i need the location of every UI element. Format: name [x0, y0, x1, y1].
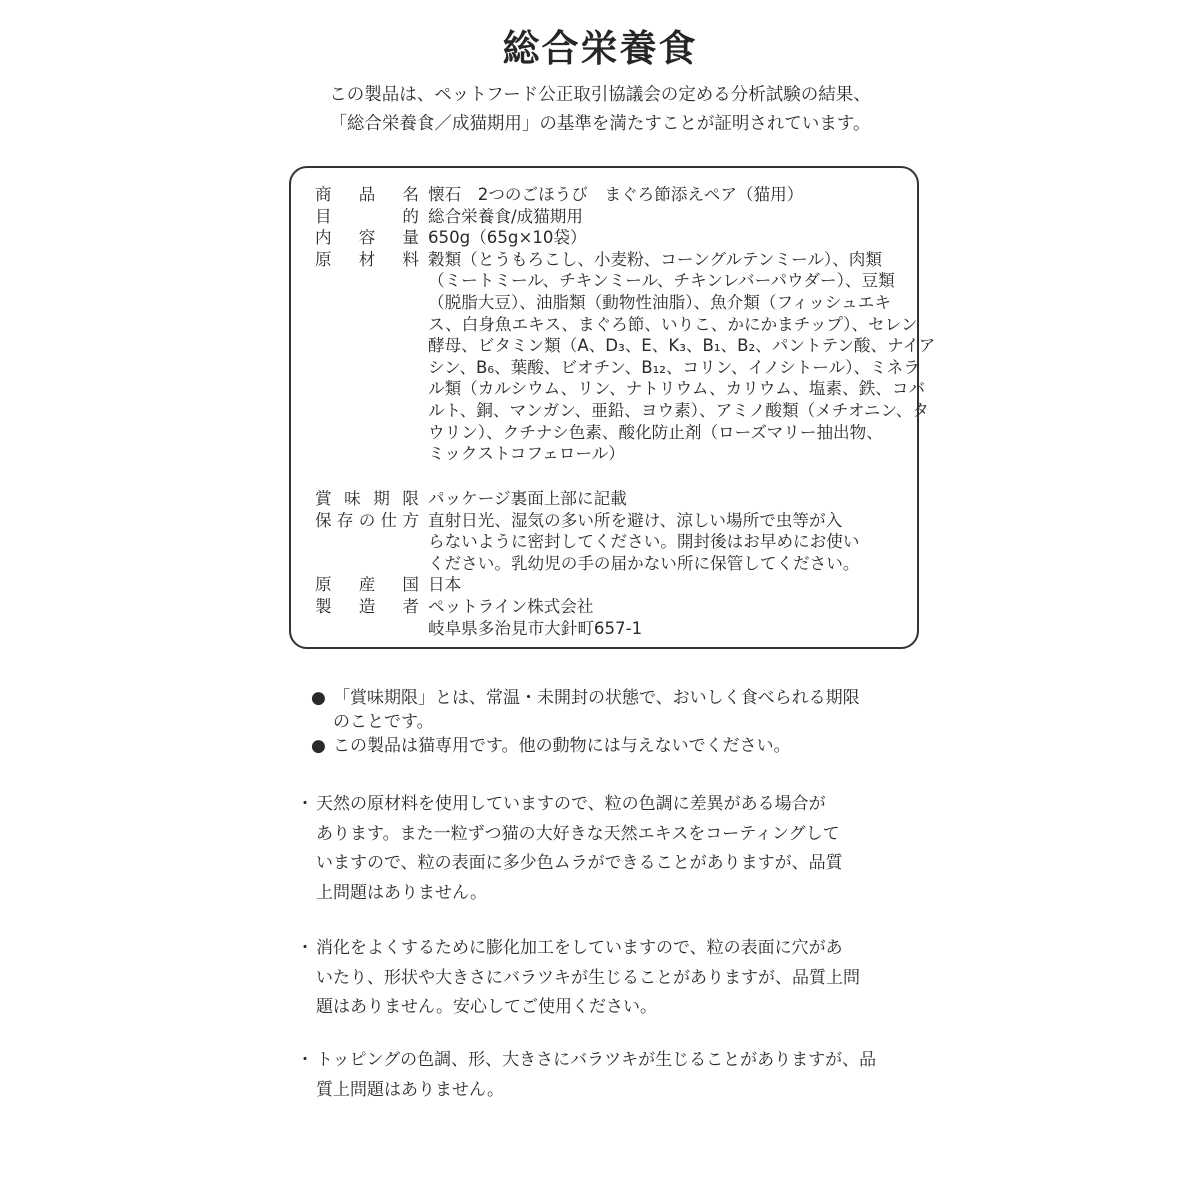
value-line: ス、白身魚エキス、まぐろ節、いりこ、かにかまチップ）、セレン	[428, 314, 918, 334]
caution-line: 質上問題はありません。	[316, 1079, 505, 1100]
caution-text	[316, 1046, 876, 1105]
value-line: 650g（65g×10袋）	[428, 228, 587, 248]
caution-text	[316, 934, 860, 1023]
info-row-purpose	[315, 206, 908, 228]
caution-line: 題はありません。安心してご使用ください。	[316, 997, 658, 1017]
info-value	[428, 596, 908, 639]
note-line: 「賞味期限」とは、常温・未開封の状態で、おいしく食べられる期限	[333, 688, 860, 708]
label-char: 内	[315, 228, 332, 248]
bullet-icon: ●	[311, 736, 326, 756]
bullet-icon: ●	[311, 688, 326, 708]
notes-section	[311, 686, 860, 758]
label-char: 存	[336, 510, 354, 530]
info-label	[315, 184, 419, 206]
info-value	[428, 574, 908, 596]
info-label	[315, 249, 419, 465]
info-row-ingredients	[315, 249, 936, 465]
label-char: 造	[358, 597, 376, 616]
label-char: 量	[402, 228, 419, 248]
info-row-product-name	[315, 184, 908, 206]
info-value	[428, 488, 908, 510]
value-line: （脱脂大豆）、油脂類（動物性油脂）、魚介類（フィッシュエキ	[428, 292, 891, 312]
caution-item	[294, 790, 843, 908]
value-line: らないように密封してください。開封後はお早めにお使い	[428, 532, 860, 552]
value-line: ミックストコフェロール）	[428, 444, 625, 464]
value-line: 日本	[428, 575, 462, 595]
info-value	[428, 227, 908, 249]
label-char: 容	[358, 228, 376, 248]
note-item	[311, 686, 860, 734]
info-row-storage	[315, 510, 908, 575]
value-line: ル類（カルシウム、リン、ナトリウム、カリウム、塩素、鉄、コバ	[428, 379, 926, 399]
value-line: シン、B₆、葉酸、ビオチン、B₁₂、コリン、イノシトール）、ミネラ	[428, 357, 920, 377]
caution-line: いたり、形状や大きさにバラツキが生じることがありますが、品質上問	[316, 967, 860, 988]
note-line: のことです。	[333, 712, 434, 732]
label-char: 目	[315, 206, 332, 226]
certification-intro	[0, 81, 1200, 139]
info-label	[315, 510, 419, 575]
caution-text	[316, 790, 843, 908]
label-char: 商	[315, 185, 332, 204]
caution-line: 天然の原材料を使用していますので、粒の色調に差異がある場合が	[316, 794, 826, 814]
label-char: 産	[358, 575, 376, 595]
label-char: の	[358, 510, 376, 530]
label-char: 材	[358, 249, 376, 269]
caution-item	[294, 934, 860, 1023]
info-label	[315, 488, 419, 510]
product-info-box	[289, 166, 936, 649]
dot-icon: ・	[296, 938, 314, 958]
value-line: 懐石 2つのごほうび まぐろ節添えペア（猫用）	[428, 185, 804, 204]
label-char: 者	[402, 597, 419, 616]
label-char: 賞	[315, 489, 332, 508]
note-text	[333, 686, 860, 734]
value-line: （ミートミール、チキンミール、チキンレバーパウダー）、豆類	[428, 271, 895, 291]
label-char: 原	[315, 575, 332, 595]
value-line: ペットライン株式会社	[428, 597, 594, 616]
value-line: パッケージ裏面上部に記載	[428, 489, 627, 508]
info-row-manufacturer	[315, 596, 908, 639]
caution-line: トッピングの色調、形、大きさにバラツキが生じることがありますが、品	[316, 1050, 877, 1070]
intro-line: この製品は、ペットフード公正取引協議会の定める分析試験の結果、	[329, 85, 871, 105]
info-value	[428, 184, 908, 206]
value-line: 酵母、ビタミン類（A、D₃、E、K₃、B₁、B₂、パントテン酸、ナイア	[428, 336, 936, 356]
value-line: 穀類（とうもろこし、小麦粉、コーングルテンミール）、肉類	[428, 249, 882, 269]
caution-item	[294, 1046, 876, 1105]
dot-icon: ・	[296, 1050, 314, 1070]
info-label	[315, 574, 419, 596]
value-line: 総合栄養食/成猫期用	[428, 206, 583, 226]
value-line: ウリン）、クチナシ色素、酸化防止剤（ローズマリー抽出物、	[428, 422, 883, 442]
label-char: 限	[402, 489, 419, 508]
value-line: 岐阜県多治見市大針町657-1	[428, 618, 643, 638]
label-char: 的	[402, 206, 419, 226]
label-char: 仕	[380, 510, 398, 530]
note-item	[311, 734, 860, 758]
label-char: 名	[402, 185, 419, 204]
label-char: 製	[315, 597, 332, 616]
label-char: 味	[344, 489, 361, 508]
info-label	[315, 227, 419, 249]
label-char: 料	[402, 249, 419, 269]
caution-line: あります。また一粒ずつ猫の大好きな天然エキスをコーティングして	[316, 823, 840, 844]
label-char: 期	[373, 489, 390, 508]
info-row-net-weight	[315, 227, 908, 249]
value-line: ください。乳幼児の手の届かない所に保管してください。	[428, 553, 860, 573]
note-text	[333, 734, 791, 758]
note-line: この製品は猫専用です。他の動物には与えないでください。	[333, 736, 791, 756]
label-char: 品	[358, 185, 376, 204]
info-value	[428, 206, 908, 228]
info-value	[428, 249, 936, 465]
info-row-country-of-origin	[315, 574, 908, 596]
label-char: 保	[315, 510, 332, 530]
info-label	[315, 596, 419, 639]
value-line: ルト、銅、マンガン、亜鉛、ヨウ素）、アミノ酸類（メチオニン、タ	[428, 400, 929, 420]
value-line: 直射日光、湿気の多い所を避け、涼しい場所で虫等が入	[428, 510, 843, 530]
caution-line: 消化をよくするために膨化加工をしていますので、粒の表面に穴があ	[316, 938, 843, 958]
dot-icon: ・	[296, 794, 314, 814]
info-row-best-before	[315, 488, 908, 510]
intro-line: 「総合栄養食／成猫期用」の基準を満たすことが証明されています。	[329, 114, 871, 134]
label-char: 方	[402, 510, 419, 530]
label-char: 国	[402, 575, 419, 595]
caution-line: いますので、粒の表面に多少色ムラができることがありますが、品質	[316, 853, 843, 873]
info-label	[315, 206, 419, 228]
caution-line: 上問題はありません。	[316, 882, 488, 903]
info-value	[428, 510, 908, 575]
page-title: 総合栄養食	[502, 27, 698, 70]
label-char: 原	[315, 249, 332, 269]
